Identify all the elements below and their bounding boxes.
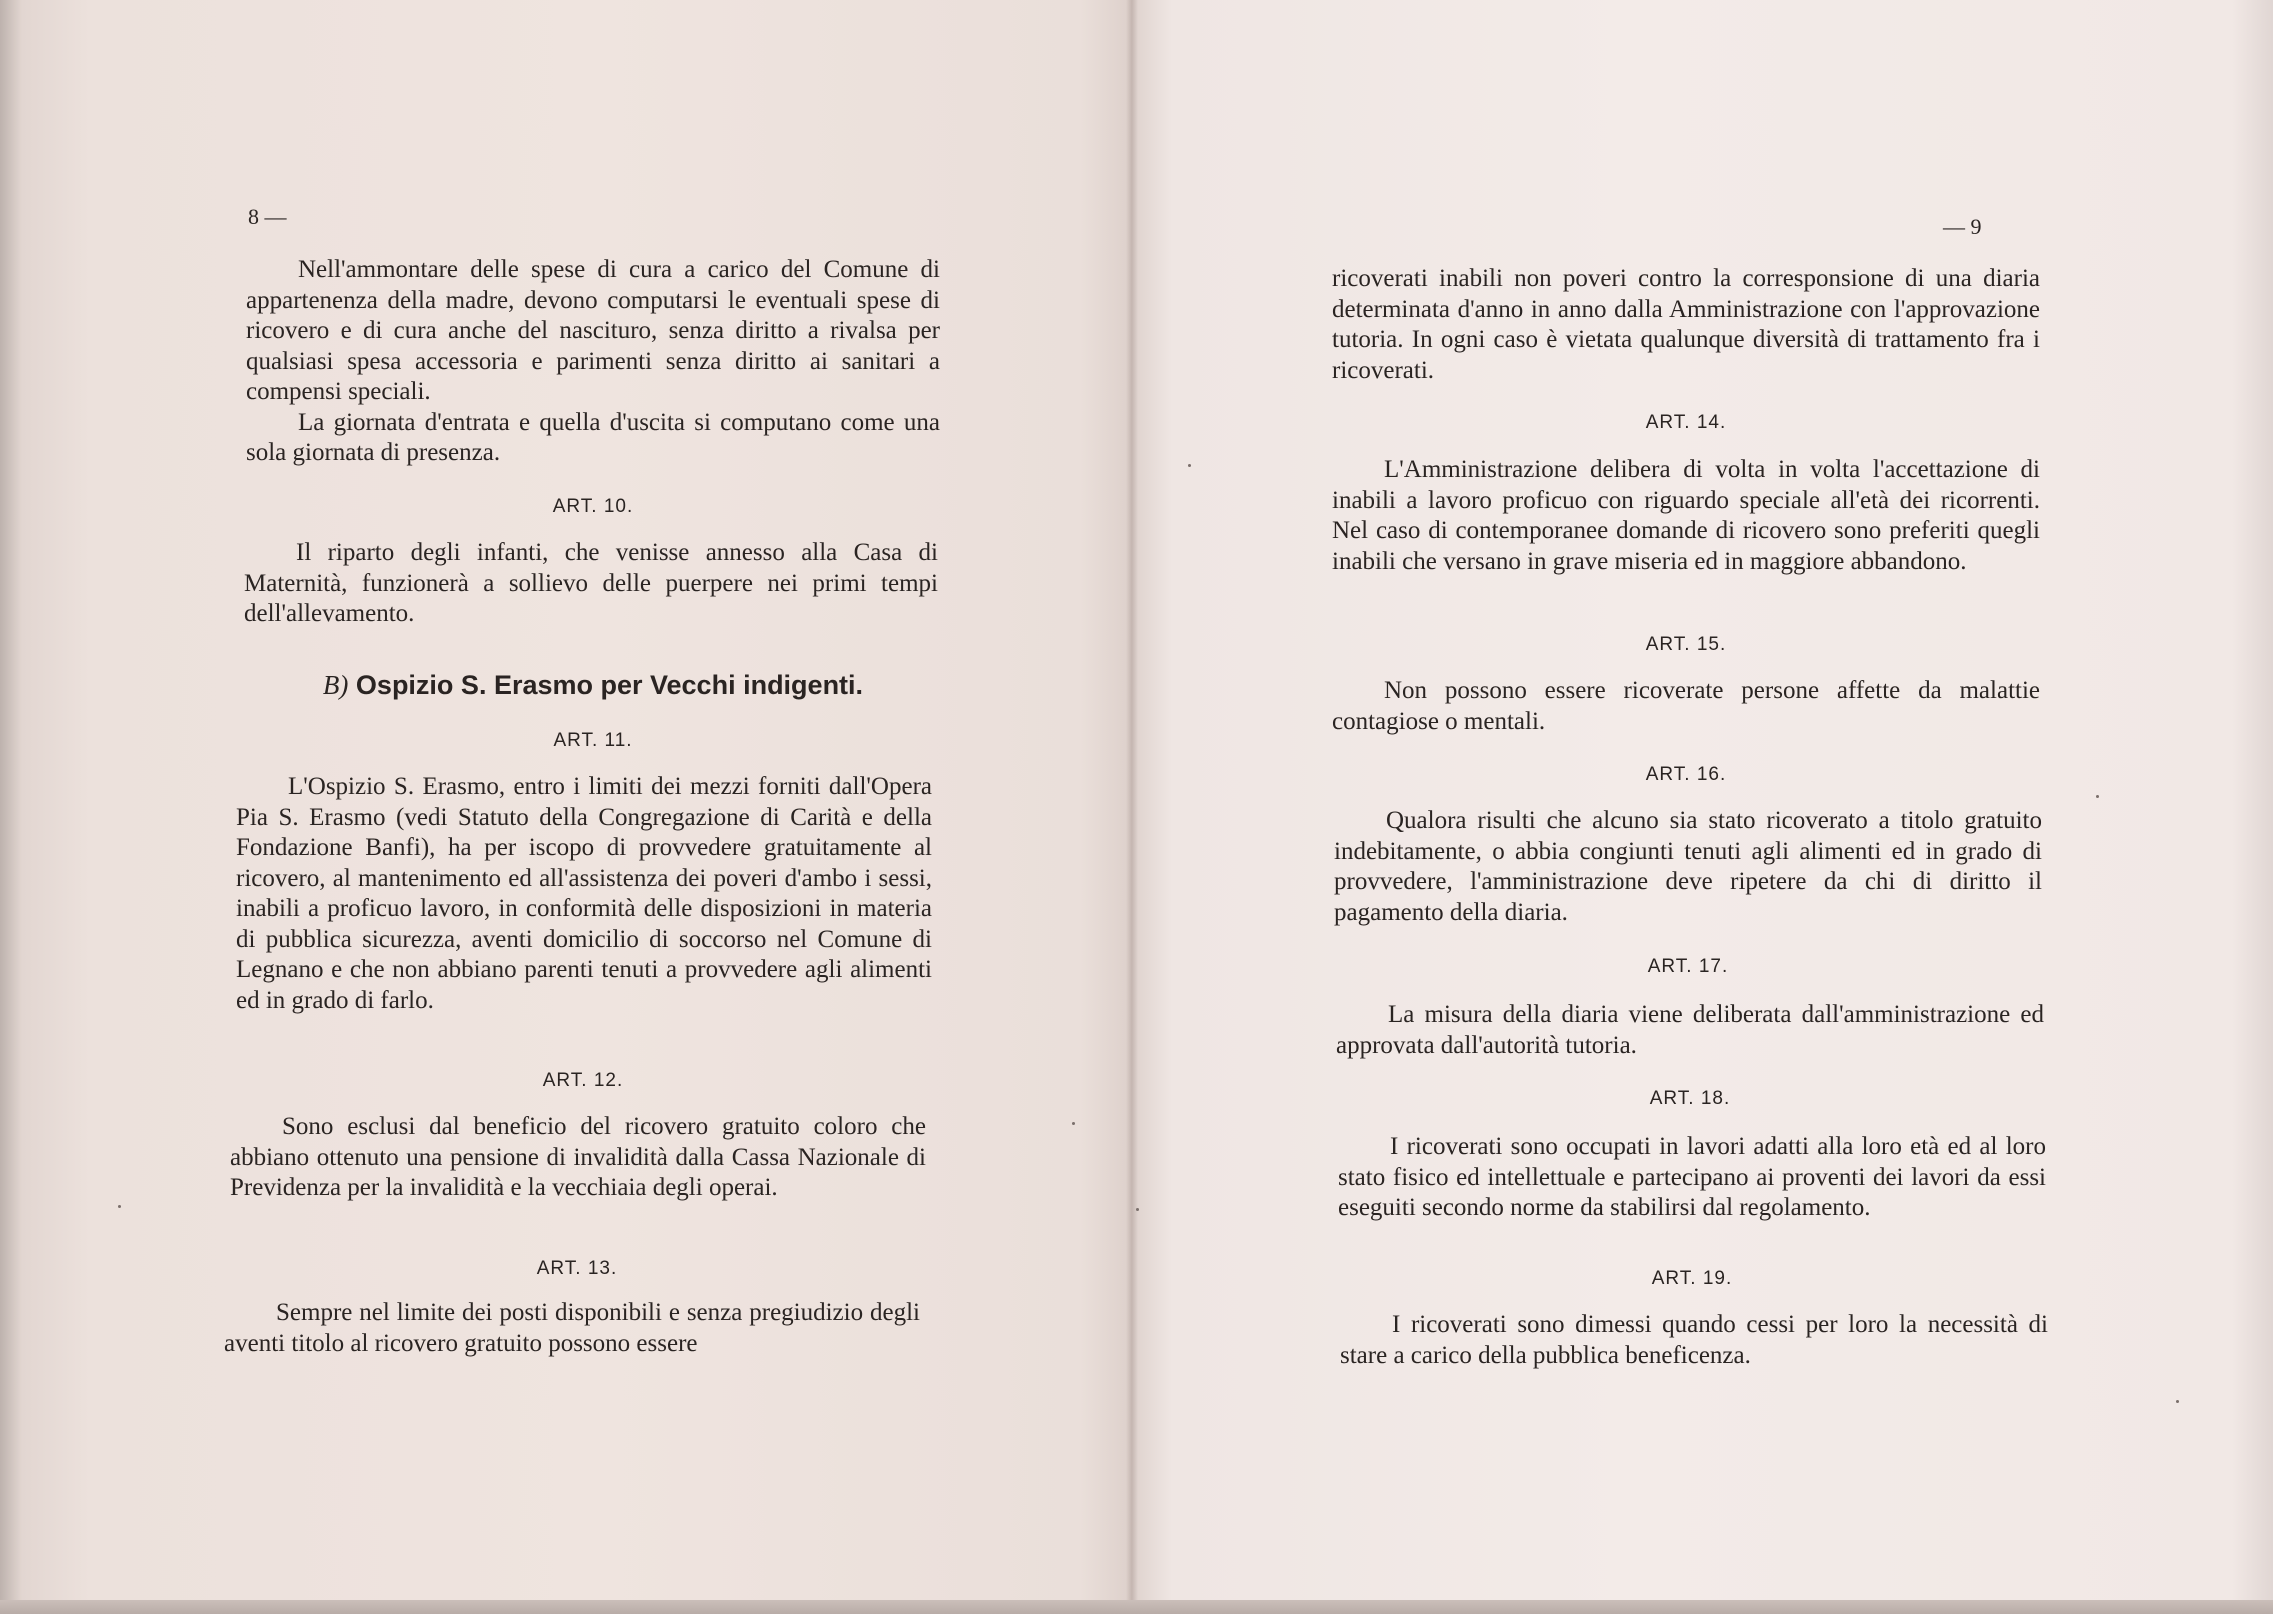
article-16-text	[1334, 806, 2042, 928]
article-heading-10: ART. 10.	[552, 496, 634, 517]
article-heading-19: ART. 19.	[1651, 1268, 1733, 1289]
paper-speck	[2096, 795, 2099, 798]
right-page-number: — 9	[1943, 214, 1982, 239]
article-12-text	[230, 1112, 926, 1204]
paragraph: I ricoverati sono occupati in lavori adatti alla loro età ed al loro stato fisico ed intellettuale e partecipano ai proventi dei lavori da essi eseguiti secondo norme da stabilirsi dal regolamento.	[1338, 1133, 2046, 1221]
paragraph: Il riparto degli infanti, che venisse annesso alla Casa di Maternità, funzionerà a sollievo delle puerpere nei primi tempi dell'allevamento.	[244, 539, 938, 627]
paragraph: Sono esclusi dal beneficio del ricovero gratuito coloro che abbiano ottenuto una pensione di invalidità dalla Cassa Nazionale di Previdenza per la invalidità e la vecchiaia degli operai.	[230, 1113, 926, 1201]
paragraph: Nell'ammontare delle spese di cura a carico del Comune di appartenenza della madre, devono computarsi le eventuali spese di ricovero e di cura anche del nascituro, senza diritto a rivalsa per qualsiasi spesa accessoria e parimenti senza diritto ai sanitari a compensi speciali.	[246, 256, 940, 405]
article-17-text	[1336, 1000, 2044, 1061]
paragraph: I ricoverati sono dimessi quando cessi per loro la necessità di stare a carico della pubblica beneficenza.	[1340, 1311, 2048, 1369]
paragraph: La misura della diaria viene deliberata dall'amministrazione ed approvata dall'autorità tutoria.	[1336, 1001, 2044, 1059]
left-page	[0, 0, 1132, 1600]
paragraph: Non possono essere ricoverate persone affette da malattie contagiose o mentali.	[1332, 677, 2040, 735]
article-13-text	[224, 1298, 920, 1359]
paper-speck	[2176, 1400, 2179, 1403]
left-intro-text	[246, 255, 940, 469]
left-page-number: 8 —	[248, 204, 287, 229]
paragraph: ricoverati inabili non poveri contro la corresponsione di una diaria determinata d'anno in anno dalla Amministrazione con l'approvazione tutoria. In ogni caso è vietata qualunque diversità di trattamento fra i ricoverati.	[1332, 265, 2040, 384]
page-bottom-edge	[0, 1600, 2273, 1614]
article-heading-18: ART. 18.	[1649, 1088, 1731, 1109]
article-heading-12: ART. 12.	[542, 1070, 624, 1091]
paper-speck	[1188, 464, 1191, 467]
section-title: Ospizio S. Erasmo per Vecchi indigenti.	[355, 670, 864, 700]
right-page	[1132, 0, 2273, 1600]
article-15-text	[1332, 676, 2040, 737]
article-heading-11: ART. 11.	[553, 730, 633, 751]
article-heading-16: ART. 16.	[1645, 764, 1727, 785]
paragraph: La giornata d'entrata e quella d'uscita si computano come una sola giornata di presenza.	[246, 408, 940, 466]
book-gutter	[1126, 0, 1138, 1600]
article-11-text	[236, 772, 932, 1016]
paper-speck	[1072, 1122, 1075, 1125]
section-letter: B)	[322, 670, 349, 700]
article-10-text	[244, 538, 938, 630]
paragraph: Sempre nel limite dei posti disponibili e senza pregiudizio degli aventi titolo al ricovero gratuito possono essere	[224, 1299, 920, 1357]
article-heading-13: ART. 13.	[536, 1258, 618, 1279]
article-heading-14: ART. 14.	[1645, 412, 1727, 433]
article-14-text	[1332, 455, 2040, 577]
section-heading	[246, 670, 940, 701]
paragraph: L'Amministrazione delibera di volta in volta l'accettazione di inabili a lavoro proficuo con riguardo speciale all'età dei ricorrenti. Nel caso di contemporanee domande di ricovero sono preferiti quegli inabili che versano in grave miseria ed in maggiore abbandono.	[1332, 456, 2040, 575]
article-heading-15: ART. 15.	[1645, 634, 1727, 655]
paragraph: L'Ospizio S. Erasmo, entro i limiti dei mezzi forniti dall'Opera Pia S. Erasmo (vedi Statuto della Congregazione di Carità e della Fondazione Banfi), ha per iscopo di provvedere gratuitamente al ricovero, al mantenimento ed all'assistenza dei poveri d'ambo i sessi, inabili a proficuo lavoro, in conformità delle disposizioni in materia di pubblica sicurezza, aventi domicilio di soccorso nel Comune di Legnano e che non abbiano parenti tenuti a provvedere agli alimenti ed in grado di farlo.	[236, 773, 932, 1014]
article-heading-17: ART. 17.	[1647, 956, 1729, 977]
paragraph: Qualora risulti che alcuno sia stato ricoverato a titolo gratuito indebitamente, o abbia congiunti tenuti agli alimenti ed in grado di provvedere, l'amministrazione deve ripetere da chi di diritto il pagamento della diaria.	[1334, 807, 2042, 926]
article-19-text	[1340, 1310, 2048, 1371]
right-continuation-text	[1332, 264, 2040, 386]
paper-speck	[118, 1205, 121, 1208]
article-18-text	[1338, 1132, 2046, 1224]
paper-speck	[1136, 1208, 1139, 1211]
